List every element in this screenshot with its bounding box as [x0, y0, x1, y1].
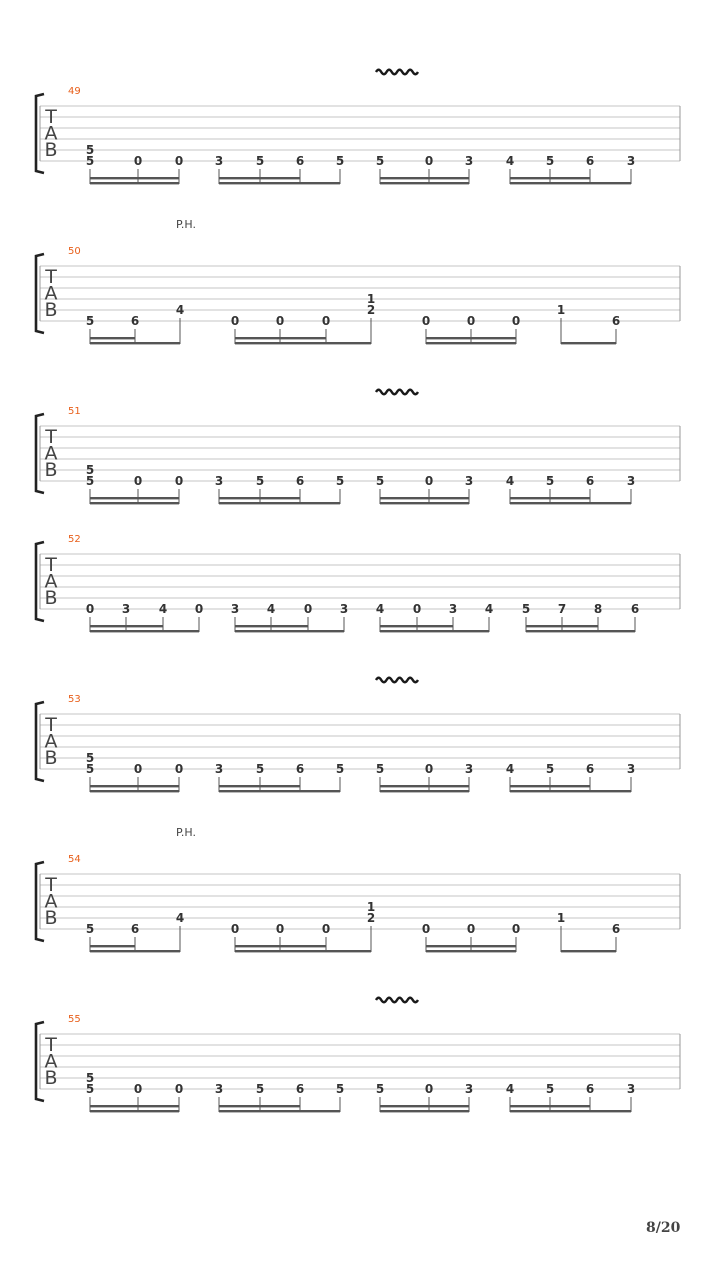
beam-secondary	[126, 625, 163, 627]
fret-number: 5	[335, 474, 345, 488]
beam-primary	[380, 790, 469, 792]
fret-number: 5	[375, 154, 385, 168]
tab-clef-letter: B	[44, 907, 58, 929]
beam-secondary	[235, 337, 280, 339]
tab-clef-letter: T	[45, 1034, 57, 1056]
measure-number: 52	[68, 534, 81, 545]
fret-number: 0	[466, 922, 476, 936]
beam-secondary	[260, 497, 300, 499]
beam-secondary	[90, 785, 138, 787]
beam-primary	[380, 502, 469, 504]
tab-clef-letter: B	[44, 747, 58, 769]
beam-primary	[510, 1110, 631, 1112]
fret-number: 0	[174, 762, 184, 776]
beam-secondary	[429, 177, 469, 179]
beam-secondary	[219, 1105, 260, 1107]
beam-primary	[510, 182, 631, 184]
measure-number: 53	[68, 694, 81, 705]
beam-secondary	[550, 497, 590, 499]
fret-number: 0	[133, 154, 143, 168]
beam-secondary	[90, 177, 138, 179]
page-number: 8/20	[646, 1220, 681, 1236]
fret-number: 5	[545, 474, 555, 488]
beam-primary	[380, 182, 469, 184]
fret-number: 5	[85, 751, 95, 765]
fret-number: 0	[412, 602, 422, 616]
tab-clef-letter: B	[44, 139, 58, 161]
fret-number: 8	[593, 602, 603, 616]
beam-secondary	[219, 177, 260, 179]
beam-secondary	[380, 177, 429, 179]
beam-secondary	[280, 337, 326, 339]
fret-number: 0	[511, 314, 521, 328]
tab-clef-letter: T	[45, 874, 57, 896]
fret-number: 5	[85, 314, 95, 328]
fret-number: 5	[85, 1071, 95, 1085]
beam-secondary	[429, 1105, 469, 1107]
tab-clef-letter: A	[44, 1050, 58, 1073]
beam-primary	[90, 630, 199, 632]
fret-number: 0	[85, 602, 95, 616]
fret-number: 6	[295, 762, 305, 776]
measure-number: 51	[68, 406, 81, 417]
fret-number: 5	[545, 762, 555, 776]
beam-secondary	[510, 1105, 550, 1107]
tab-clef-letter: A	[44, 282, 58, 305]
fret-number: 0	[174, 1082, 184, 1096]
beam-primary	[219, 790, 340, 792]
measure-number: 49	[68, 86, 81, 97]
fret-number: 0	[511, 922, 521, 936]
fret-number: 5	[545, 154, 555, 168]
beam-secondary	[219, 785, 260, 787]
beam-primary	[90, 790, 179, 792]
beam-primary	[235, 342, 371, 344]
tab-clef-letter: A	[44, 570, 58, 593]
fret-number: 3	[214, 474, 224, 488]
fret-number: 0	[321, 314, 331, 328]
beam-secondary	[235, 625, 271, 627]
tab-system	[36, 998, 680, 1113]
beam-secondary	[380, 785, 429, 787]
tab-clef-letter: B	[44, 299, 58, 321]
beam-primary	[426, 950, 516, 952]
fret-number: 6	[585, 1082, 595, 1096]
vibrato-icon	[376, 390, 418, 395]
beam-secondary	[526, 625, 562, 627]
fret-number: 1	[556, 303, 566, 317]
beam-secondary	[380, 1105, 429, 1107]
fret-number: 0	[230, 314, 240, 328]
tab-clef-letter: T	[45, 106, 57, 128]
fret-number: 4	[505, 1082, 515, 1096]
beam-primary	[561, 950, 616, 952]
fret-number: 0	[424, 474, 434, 488]
tab-clef-letter: B	[44, 587, 58, 609]
fret-number: 3	[214, 762, 224, 776]
beam-secondary	[550, 785, 590, 787]
fret-number: 5	[85, 474, 95, 488]
beam-secondary	[90, 625, 126, 627]
beam-secondary	[90, 1105, 138, 1107]
beam-primary	[380, 1110, 469, 1112]
fret-number: 0	[424, 1082, 434, 1096]
beam-secondary	[426, 945, 471, 947]
fret-number: 0	[421, 922, 431, 936]
fret-number: 5	[255, 474, 265, 488]
fret-number: 0	[230, 922, 240, 936]
fret-number: 0	[194, 602, 204, 616]
fret-number: 0	[133, 1082, 143, 1096]
fret-number: 3	[464, 1082, 474, 1096]
palm-harmonic-label: P.H.	[176, 826, 196, 839]
fret-number: 5	[85, 1082, 95, 1096]
tab-system	[36, 390, 680, 505]
fret-number: 0	[174, 154, 184, 168]
fret-number: 0	[424, 762, 434, 776]
beam-secondary	[417, 625, 453, 627]
fret-number: 6	[130, 922, 140, 936]
beam-primary	[219, 1110, 340, 1112]
vibrato-icon	[376, 998, 418, 1003]
fret-number: 0	[421, 314, 431, 328]
tab-system	[36, 70, 680, 185]
fret-number: 4	[505, 154, 515, 168]
beam-secondary	[138, 497, 179, 499]
beam-primary	[219, 502, 340, 504]
fret-number: 5	[335, 154, 345, 168]
fret-number: 0	[424, 154, 434, 168]
beam-secondary	[90, 945, 135, 947]
tab-clef-letter: B	[44, 459, 58, 481]
fret-number: 1	[366, 292, 376, 306]
fret-number: 3	[464, 762, 474, 776]
fret-number: 6	[585, 154, 595, 168]
fret-number: 5	[255, 762, 265, 776]
beam-secondary	[471, 945, 516, 947]
fret-number: 2	[366, 911, 376, 925]
tab-system	[36, 534, 680, 632]
fret-number: 5	[375, 762, 385, 776]
fret-number: 5	[85, 762, 95, 776]
beam-primary	[426, 342, 516, 344]
fret-number: 0	[303, 602, 313, 616]
beam-primary	[235, 630, 344, 632]
beam-secondary	[138, 1105, 179, 1107]
beam-secondary	[380, 497, 429, 499]
beam-primary	[380, 630, 489, 632]
beam-primary	[235, 950, 371, 952]
fret-number: 4	[505, 762, 515, 776]
tab-system	[36, 678, 680, 793]
palm-harmonic-label: P.H.	[176, 218, 196, 231]
tab-system	[36, 218, 680, 344]
beam-primary	[90, 502, 179, 504]
fret-number: 6	[295, 1082, 305, 1096]
fret-number: 5	[85, 463, 95, 477]
beam-secondary	[562, 625, 598, 627]
fret-number: 2	[366, 303, 376, 317]
fret-number: 5	[375, 474, 385, 488]
fret-number: 6	[630, 602, 640, 616]
beam-secondary	[510, 177, 550, 179]
fret-number: 5	[335, 762, 345, 776]
beam-secondary	[219, 497, 260, 499]
fret-number: 6	[585, 474, 595, 488]
fret-number: 4	[266, 602, 276, 616]
measure-number: 54	[68, 854, 81, 865]
measure-number: 55	[68, 1014, 81, 1025]
fret-number: 5	[255, 154, 265, 168]
tab-clef-letter: A	[44, 122, 58, 145]
fret-number: 0	[275, 314, 285, 328]
measure-number: 50	[68, 246, 81, 257]
fret-number: 3	[626, 762, 636, 776]
beam-secondary	[550, 1105, 590, 1107]
beam-secondary	[260, 1105, 300, 1107]
beam-primary	[90, 342, 180, 344]
beam-primary	[510, 790, 631, 792]
fret-number: 0	[133, 474, 143, 488]
beam-secondary	[471, 337, 516, 339]
fret-number: 0	[321, 922, 331, 936]
fret-number: 5	[85, 143, 95, 157]
fret-number: 5	[521, 602, 531, 616]
fret-number: 0	[174, 474, 184, 488]
beam-secondary	[260, 177, 300, 179]
fret-number: 3	[464, 474, 474, 488]
fret-number: 4	[175, 303, 185, 317]
beam-primary	[561, 342, 616, 344]
beam-secondary	[510, 497, 550, 499]
tab-clef-letter: A	[44, 890, 58, 913]
beam-secondary	[510, 785, 550, 787]
fret-number: 6	[611, 922, 621, 936]
fret-number: 5	[85, 154, 95, 168]
fret-number: 5	[375, 1082, 385, 1096]
fret-number: 1	[556, 911, 566, 925]
fret-number: 3	[230, 602, 240, 616]
fret-number: 0	[275, 922, 285, 936]
tab-clef-letter: T	[45, 714, 57, 736]
tab-clef-letter: T	[45, 554, 57, 576]
fret-number: 5	[335, 1082, 345, 1096]
beam-secondary	[380, 625, 417, 627]
fret-number: 6	[130, 314, 140, 328]
vibrato-icon	[376, 678, 418, 683]
fret-number: 3	[214, 1082, 224, 1096]
beam-secondary	[429, 785, 469, 787]
tab-system	[36, 826, 680, 952]
beam-secondary	[90, 497, 138, 499]
beam-secondary	[429, 497, 469, 499]
fret-number: 4	[505, 474, 515, 488]
beam-primary	[526, 630, 635, 632]
fret-number: 0	[133, 762, 143, 776]
beam-secondary	[260, 785, 300, 787]
beam-secondary	[138, 177, 179, 179]
fret-number: 1	[366, 900, 376, 914]
beam-secondary	[426, 337, 471, 339]
beam-secondary	[280, 945, 326, 947]
beam-secondary	[550, 177, 590, 179]
tab-clef-letter: T	[45, 426, 57, 448]
beam-primary	[90, 182, 179, 184]
fret-number: 3	[626, 154, 636, 168]
fret-number: 4	[375, 602, 385, 616]
fret-number: 3	[464, 154, 474, 168]
fret-number: 5	[545, 1082, 555, 1096]
fret-number: 7	[557, 602, 567, 616]
fret-number: 3	[626, 474, 636, 488]
beam-primary	[90, 1110, 179, 1112]
tab-clef-letter: T	[45, 266, 57, 288]
fret-number: 6	[611, 314, 621, 328]
fret-number: 3	[121, 602, 131, 616]
tab-clef-letter: A	[44, 442, 58, 465]
beam-secondary	[271, 625, 308, 627]
fret-number: 3	[339, 602, 349, 616]
fret-number: 6	[295, 474, 305, 488]
fret-number: 6	[295, 154, 305, 168]
tab-clef-letter: A	[44, 730, 58, 753]
fret-number: 3	[626, 1082, 636, 1096]
fret-number: 3	[214, 154, 224, 168]
beam-secondary	[138, 785, 179, 787]
tab-clef-letter: B	[44, 1067, 58, 1089]
vibrato-icon	[376, 70, 418, 75]
fret-number: 4	[158, 602, 168, 616]
fret-number: 4	[175, 911, 185, 925]
beam-primary	[219, 182, 340, 184]
fret-number: 4	[484, 602, 494, 616]
fret-number: 6	[585, 762, 595, 776]
fret-number: 5	[85, 922, 95, 936]
fret-number: 0	[466, 314, 476, 328]
beam-secondary	[90, 337, 135, 339]
beam-primary	[510, 502, 631, 504]
beam-secondary	[235, 945, 280, 947]
fret-number: 3	[448, 602, 458, 616]
fret-number: 5	[255, 1082, 265, 1096]
beam-primary	[90, 950, 180, 952]
